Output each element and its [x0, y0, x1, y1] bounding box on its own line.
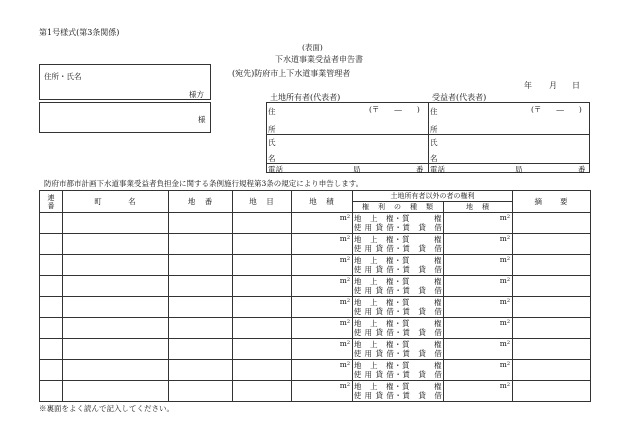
- table-row: [40, 255, 591, 276]
- header-other-rights: 土地所有者以外の者の権利: [353, 191, 513, 202]
- table-row: [40, 276, 591, 297]
- rights-line-2: 使 用 貸 借・賃 貸 借: [353, 286, 443, 295]
- cell-town[interactable]: [63, 360, 169, 381]
- unit-m2: $m^2$: [339, 297, 350, 306]
- cell-right-area[interactable]: [444, 276, 513, 297]
- table-row: [40, 234, 591, 255]
- date-month: 月: [549, 81, 557, 90]
- cell-town[interactable]: [63, 297, 169, 318]
- cell-right-area[interactable]: [444, 360, 513, 381]
- cell-renban[interactable]: [40, 276, 63, 297]
- rights-line-2: 使 用 貸 借・賃 貸 借: [353, 349, 443, 358]
- cell-right-area[interactable]: [444, 339, 513, 360]
- unit-m2: $m^2$: [499, 297, 510, 306]
- beneficiary-addr-char-1: 住: [430, 107, 438, 116]
- cell-town[interactable]: [63, 213, 169, 234]
- cell-renban[interactable]: [40, 360, 63, 381]
- cell-right-type[interactable]: [353, 213, 444, 234]
- unit-m2: $m^2$: [339, 360, 350, 369]
- beneficiary-postal: (〒 ― ): [531, 105, 582, 114]
- rights-line-1: 地 上 権・質 権: [354, 277, 442, 286]
- beneficiary-title: 受益者(代表者): [432, 93, 487, 102]
- unit-m2: $m^2$: [499, 360, 510, 369]
- addressee: (宛先)防府市上下水道事業管理者: [232, 69, 351, 78]
- cell-menseki[interactable]: [292, 234, 353, 255]
- cell-town[interactable]: [63, 318, 169, 339]
- rights-line-1: 地 上 権・質 権: [354, 256, 442, 265]
- cell-remarks[interactable]: [513, 276, 591, 297]
- table-row: [40, 213, 591, 234]
- cell-chimoku[interactable]: [233, 381, 292, 402]
- header-chiban: 地 番: [169, 191, 233, 213]
- rights-line-1: 地 上 権・質 権: [354, 235, 442, 244]
- cell-remarks[interactable]: [513, 297, 591, 318]
- unit-m2: $m^2$: [339, 339, 350, 348]
- cell-chimoku[interactable]: [233, 234, 292, 255]
- unit-m2: $m^2$: [339, 213, 350, 222]
- table-row: [40, 381, 591, 402]
- cell-menseki[interactable]: [292, 255, 353, 276]
- table-row: [40, 360, 591, 381]
- beneficiary-phone-ban: 番: [578, 165, 586, 174]
- land-table: [39, 190, 591, 402]
- cell-chiban[interactable]: [169, 213, 233, 234]
- cell-renban[interactable]: [40, 255, 63, 276]
- table-row: [40, 339, 591, 360]
- owner-title: 土地所有者(代表者): [270, 93, 341, 102]
- unit-m2: $m^2$: [499, 381, 510, 390]
- unit-m2: $m^2$: [499, 318, 510, 327]
- cell-right-area[interactable]: [444, 318, 513, 339]
- header-menseki: 地 積: [292, 191, 353, 213]
- unit-m2: $m^2$: [339, 255, 350, 264]
- cell-chimoku[interactable]: [233, 339, 292, 360]
- cell-town[interactable]: [63, 381, 169, 402]
- table-row: [40, 297, 591, 318]
- owner-postal: (〒 ― ): [369, 105, 420, 114]
- rights-line-1: 地 上 権・質 権: [354, 382, 442, 391]
- cell-right-type[interactable]: [353, 339, 444, 360]
- cell-right-area[interactable]: [444, 234, 513, 255]
- unit-m2: $m^2$: [499, 213, 510, 222]
- applicant-name-box[interactable]: [39, 102, 211, 133]
- header-remarks: 摘 要: [513, 191, 591, 213]
- owner-addr-char-1: 住: [268, 107, 276, 116]
- cell-right-type[interactable]: [353, 297, 444, 318]
- cell-chiban[interactable]: [169, 318, 233, 339]
- rights-line-1: 地 上 権・質 権: [354, 340, 442, 349]
- cell-remarks[interactable]: [513, 234, 591, 255]
- applicant-sama: 様: [198, 115, 206, 124]
- cell-renban[interactable]: [40, 234, 63, 255]
- rights-line-1: 地 上 権・質 権: [354, 298, 442, 307]
- document-title: 下水道事業受益者申告書: [275, 55, 363, 64]
- front-label: (表面): [302, 43, 323, 52]
- cell-right-area[interactable]: [444, 381, 513, 402]
- date-day: 日: [572, 81, 580, 90]
- cell-menseki[interactable]: [292, 276, 353, 297]
- cell-right-area[interactable]: [444, 297, 513, 318]
- cell-right-area[interactable]: [444, 255, 513, 276]
- cell-chimoku[interactable]: [233, 360, 292, 381]
- cell-town[interactable]: [63, 234, 169, 255]
- cell-right-type[interactable]: [353, 255, 444, 276]
- statement-text: 防府市都市計画下水道事業受益者負担金に関する条例施行規程第3条の規定により申告します。: [44, 179, 364, 188]
- owner-phone-ban: 番: [416, 165, 424, 174]
- cell-remarks[interactable]: [513, 339, 591, 360]
- cell-renban[interactable]: [40, 339, 63, 360]
- rights-line-2: 使 用 貸 借・賃 貸 借: [353, 307, 443, 316]
- rights-line-1: 地 上 権・質 権: [354, 361, 442, 370]
- cell-menseki[interactable]: [292, 381, 353, 402]
- form-number: 第1号様式(第3条関係): [39, 28, 120, 37]
- header-right-type: 権 利 の 種 類: [353, 202, 444, 213]
- rights-line-2: 使 用 貸 借・賃 貸 借: [353, 391, 443, 400]
- cell-town[interactable]: [63, 255, 169, 276]
- unit-m2: $m^2$: [499, 276, 510, 285]
- cell-right-type[interactable]: [353, 318, 444, 339]
- cell-remarks[interactable]: [513, 318, 591, 339]
- cell-chiban[interactable]: [169, 381, 233, 402]
- header-renban: [40, 191, 63, 213]
- unit-m2: $m^2$: [499, 255, 510, 264]
- cell-chiban[interactable]: [169, 339, 233, 360]
- cell-menseki[interactable]: [292, 297, 353, 318]
- cell-chiban[interactable]: [169, 234, 233, 255]
- rights-line-2: 使 用 貸 借・賃 貸 借: [353, 265, 443, 274]
- applicant-address-label: 住所・氏名: [44, 72, 82, 81]
- cell-chimoku[interactable]: [233, 276, 292, 297]
- owner-name-char-1: 氏: [268, 138, 276, 147]
- cell-town[interactable]: [63, 339, 169, 360]
- header-town: 町 名: [63, 191, 169, 213]
- cell-chiban[interactable]: [169, 360, 233, 381]
- unit-m2: $m^2$: [339, 234, 350, 243]
- rights-line-2: 使 用 貸 借・賃 貸 借: [353, 223, 443, 232]
- rights-line-1: 地 上 権・質 権: [354, 319, 442, 328]
- unit-m2: $m^2$: [499, 234, 510, 243]
- cell-right-type[interactable]: [353, 276, 444, 297]
- rights-line-2: 使 用 貸 借・賃 貸 借: [353, 328, 443, 337]
- cell-chimoku[interactable]: [233, 297, 292, 318]
- cell-renban[interactable]: [40, 381, 63, 402]
- cell-renban[interactable]: [40, 318, 63, 339]
- cell-menseki[interactable]: [292, 213, 353, 234]
- beneficiary-addr-char-2: 所: [430, 125, 438, 134]
- owner-phone-label: 電話: [268, 165, 283, 174]
- beneficiary-name-char-1: 氏: [430, 138, 438, 147]
- cell-town[interactable]: [63, 276, 169, 297]
- owner-phone-kyoku: 局: [353, 165, 361, 174]
- beneficiary-name-char-2: 名: [430, 154, 438, 163]
- table-row: [40, 318, 591, 339]
- cell-chimoku[interactable]: [233, 213, 292, 234]
- cell-chimoku[interactable]: [233, 255, 292, 276]
- unit-m2: $m^2$: [339, 381, 350, 390]
- rights-line-1: 地 上 権・質 権: [354, 214, 442, 223]
- cell-menseki[interactable]: [292, 360, 353, 381]
- header-chimoku: 地 目: [233, 191, 292, 213]
- cell-remarks[interactable]: [513, 360, 591, 381]
- applicant-sama-kata: 様方: [189, 90, 204, 99]
- beneficiary-phone-kyoku: 局: [515, 165, 523, 174]
- cell-right-type[interactable]: [353, 381, 444, 402]
- rights-line-2: 使 用 貸 借・賃 貸 借: [353, 244, 443, 253]
- cell-remarks[interactable]: [513, 381, 591, 402]
- cell-remarks[interactable]: [513, 213, 591, 234]
- cell-right-type[interactable]: [353, 360, 444, 381]
- header-renban-text: 連番: [47, 193, 55, 210]
- cell-chiban[interactable]: [169, 276, 233, 297]
- owner-name-char-2: 名: [268, 154, 276, 163]
- cell-menseki[interactable]: [292, 339, 353, 360]
- unit-m2: $m^2$: [499, 339, 510, 348]
- cell-chiban[interactable]: [169, 255, 233, 276]
- cell-renban[interactable]: [40, 297, 63, 318]
- rights-line-2: 使 用 貸 借・賃 貸 借: [353, 370, 443, 379]
- cell-chiban[interactable]: [169, 297, 233, 318]
- applicant-address-box[interactable]: [39, 64, 211, 100]
- beneficiary-phone-label: 電話: [430, 165, 445, 174]
- unit-m2: $m^2$: [339, 318, 350, 327]
- unit-m2: $m^2$: [339, 276, 350, 285]
- owner-addr-char-2: 所: [268, 125, 276, 134]
- cell-right-area[interactable]: [444, 213, 513, 234]
- cell-right-type[interactable]: [353, 234, 444, 255]
- date-year: 年: [524, 81, 532, 90]
- header-right-area: 地 積: [444, 202, 513, 213]
- cell-renban[interactable]: [40, 213, 63, 234]
- footnote: ※裏面をよく読んで記入してください。: [39, 404, 174, 413]
- cell-remarks[interactable]: [513, 255, 591, 276]
- cell-menseki[interactable]: [292, 318, 353, 339]
- cell-chimoku[interactable]: [233, 318, 292, 339]
